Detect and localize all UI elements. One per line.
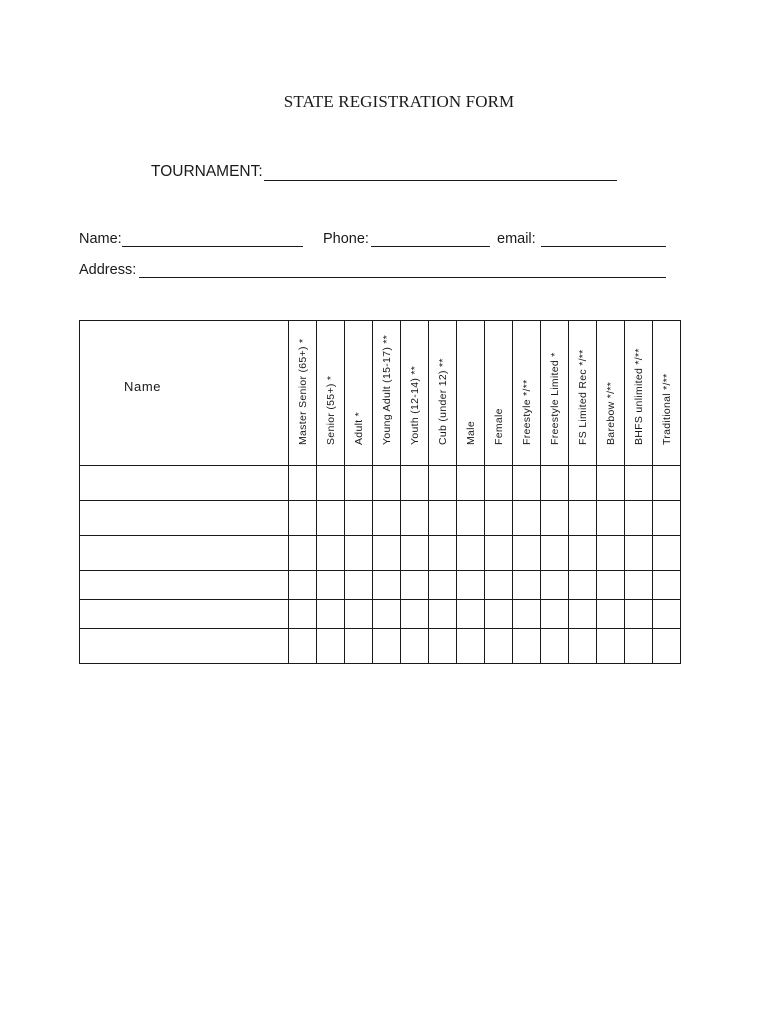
entry-cell[interactable] <box>429 466 457 501</box>
entry-cell[interactable] <box>429 501 457 536</box>
entry-cell[interactable] <box>373 629 401 664</box>
entry-cell[interactable] <box>513 629 541 664</box>
entry-cell[interactable] <box>457 536 485 571</box>
table-row <box>80 600 681 629</box>
entry-cell[interactable] <box>569 571 597 600</box>
entry-cell[interactable] <box>429 571 457 600</box>
name-cell[interactable] <box>80 466 289 501</box>
entry-cell[interactable] <box>345 600 373 629</box>
tournament-label: TOURNAMENT: <box>151 163 263 180</box>
entry-cell[interactable] <box>485 600 513 629</box>
column-header-female: Female <box>485 321 513 466</box>
table-row <box>80 501 681 536</box>
entry-cell[interactable] <box>317 466 345 501</box>
entry-cell[interactable] <box>457 600 485 629</box>
entry-cell[interactable] <box>541 571 569 600</box>
entry-cell[interactable] <box>457 466 485 501</box>
entry-cell[interactable] <box>653 536 681 571</box>
column-header-barebow: Barebow */** <box>597 321 625 466</box>
entry-cell[interactable] <box>317 571 345 600</box>
table-row <box>80 536 681 571</box>
entry-cell[interactable] <box>597 629 625 664</box>
name-cell[interactable] <box>80 600 289 629</box>
entry-cell[interactable] <box>485 501 513 536</box>
entry-cell[interactable] <box>373 501 401 536</box>
entry-cell[interactable] <box>625 501 653 536</box>
column-header-fs-limited-rec: FS Limited Rec */** <box>569 321 597 466</box>
entry-cell[interactable] <box>317 501 345 536</box>
entry-cell[interactable] <box>485 629 513 664</box>
entry-cell[interactable] <box>513 571 541 600</box>
entry-cell[interactable] <box>653 571 681 600</box>
entry-cell[interactable] <box>317 536 345 571</box>
entry-cell[interactable] <box>289 600 317 629</box>
address-field[interactable] <box>139 277 666 278</box>
entry-cell[interactable] <box>541 501 569 536</box>
entry-cell[interactable] <box>485 536 513 571</box>
entry-cell[interactable] <box>345 466 373 501</box>
entry-cell[interactable] <box>345 536 373 571</box>
entry-cell[interactable] <box>485 466 513 501</box>
entry-cell[interactable] <box>597 600 625 629</box>
name-cell[interactable] <box>80 629 289 664</box>
name-cell[interactable] <box>80 571 289 600</box>
entry-cell[interactable] <box>401 466 429 501</box>
entry-cell[interactable] <box>289 466 317 501</box>
column-header-adult: Adult * <box>345 321 373 466</box>
entry-cell[interactable] <box>457 501 485 536</box>
entry-cell[interactable] <box>373 466 401 501</box>
entry-cell[interactable] <box>653 466 681 501</box>
column-header-youth: Youth (12-14) ** <box>401 321 429 466</box>
entry-cell[interactable] <box>401 501 429 536</box>
column-header-young-adult: Young Adult (15-17) ** <box>373 321 401 466</box>
column-header-senior: Senior (55+) * <box>317 321 345 466</box>
address-label: Address: <box>79 262 137 278</box>
phone-label: Phone: <box>323 231 369 247</box>
entry-cell[interactable] <box>345 501 373 536</box>
entry-cell[interactable] <box>345 629 373 664</box>
entry-cell[interactable] <box>541 466 569 501</box>
entry-cell[interactable] <box>289 629 317 664</box>
name-cell[interactable] <box>80 536 289 571</box>
entry-cell[interactable] <box>569 600 597 629</box>
entry-cell[interactable] <box>541 600 569 629</box>
table-row <box>80 466 681 501</box>
entry-cell[interactable] <box>569 536 597 571</box>
table-row <box>80 571 681 600</box>
entry-cell[interactable] <box>401 600 429 629</box>
entry-cell[interactable] <box>429 536 457 571</box>
table-header-row <box>80 321 681 466</box>
entry-cell[interactable] <box>373 571 401 600</box>
entry-cell[interactable] <box>429 629 457 664</box>
entry-cell[interactable] <box>289 571 317 600</box>
entry-cell[interactable] <box>653 600 681 629</box>
phone-field[interactable] <box>371 246 490 247</box>
name-field[interactable] <box>122 246 303 247</box>
table-row <box>80 629 681 664</box>
registration-table <box>79 320 681 664</box>
entry-cell[interactable] <box>317 629 345 664</box>
form-title: STATE REGISTRATION FORM <box>283 92 515 111</box>
entry-cell[interactable] <box>541 536 569 571</box>
entry-cell[interactable] <box>373 600 401 629</box>
column-header-freestyle-limited: Freestyle Limited * <box>541 321 569 466</box>
entry-cell[interactable] <box>569 629 597 664</box>
entry-cell[interactable] <box>597 571 625 600</box>
email-field[interactable] <box>541 246 666 247</box>
entry-cell[interactable] <box>457 629 485 664</box>
email-label: email: <box>497 231 536 247</box>
name-label: Name: <box>79 231 122 247</box>
entry-cell[interactable] <box>513 536 541 571</box>
name-cell[interactable] <box>80 501 289 536</box>
entry-cell[interactable] <box>597 466 625 501</box>
column-header-freestyle: Freestyle */** <box>513 321 541 466</box>
entry-cell[interactable] <box>653 629 681 664</box>
entry-cell[interactable] <box>513 501 541 536</box>
entry-cell[interactable] <box>653 501 681 536</box>
entry-cell[interactable] <box>429 600 457 629</box>
column-header-cub: Cub (under 12) ** <box>429 321 457 466</box>
name-column-header: Name <box>80 321 289 466</box>
entry-cell[interactable] <box>625 571 653 600</box>
entry-cell[interactable] <box>597 501 625 536</box>
column-header-traditional: Traditional */** <box>653 321 681 466</box>
entry-cell[interactable] <box>513 466 541 501</box>
entry-cell[interactable] <box>541 629 569 664</box>
column-header-male: Male <box>457 321 485 466</box>
entry-cell[interactable] <box>373 536 401 571</box>
entry-cell[interactable] <box>513 600 541 629</box>
tournament-field[interactable] <box>264 180 617 181</box>
entry-cell[interactable] <box>457 571 485 600</box>
entry-cell[interactable] <box>569 501 597 536</box>
entry-cell[interactable] <box>569 466 597 501</box>
column-header-bhfs-unlimited: BHFS unlimited */** <box>625 321 653 466</box>
entry-cell[interactable] <box>485 571 513 600</box>
entry-cell[interactable] <box>625 536 653 571</box>
entry-cell[interactable] <box>401 536 429 571</box>
entry-cell[interactable] <box>289 536 317 571</box>
entry-cell[interactable] <box>597 536 625 571</box>
entry-cell[interactable] <box>625 600 653 629</box>
entry-cell[interactable] <box>345 571 373 600</box>
entry-cell[interactable] <box>289 501 317 536</box>
entry-cell[interactable] <box>317 600 345 629</box>
entry-cell[interactable] <box>625 629 653 664</box>
entry-cell[interactable] <box>625 466 653 501</box>
column-header-master-senior: Master Senior (65+) * <box>289 321 317 466</box>
entry-cell[interactable] <box>401 571 429 600</box>
entry-cell[interactable] <box>401 629 429 664</box>
